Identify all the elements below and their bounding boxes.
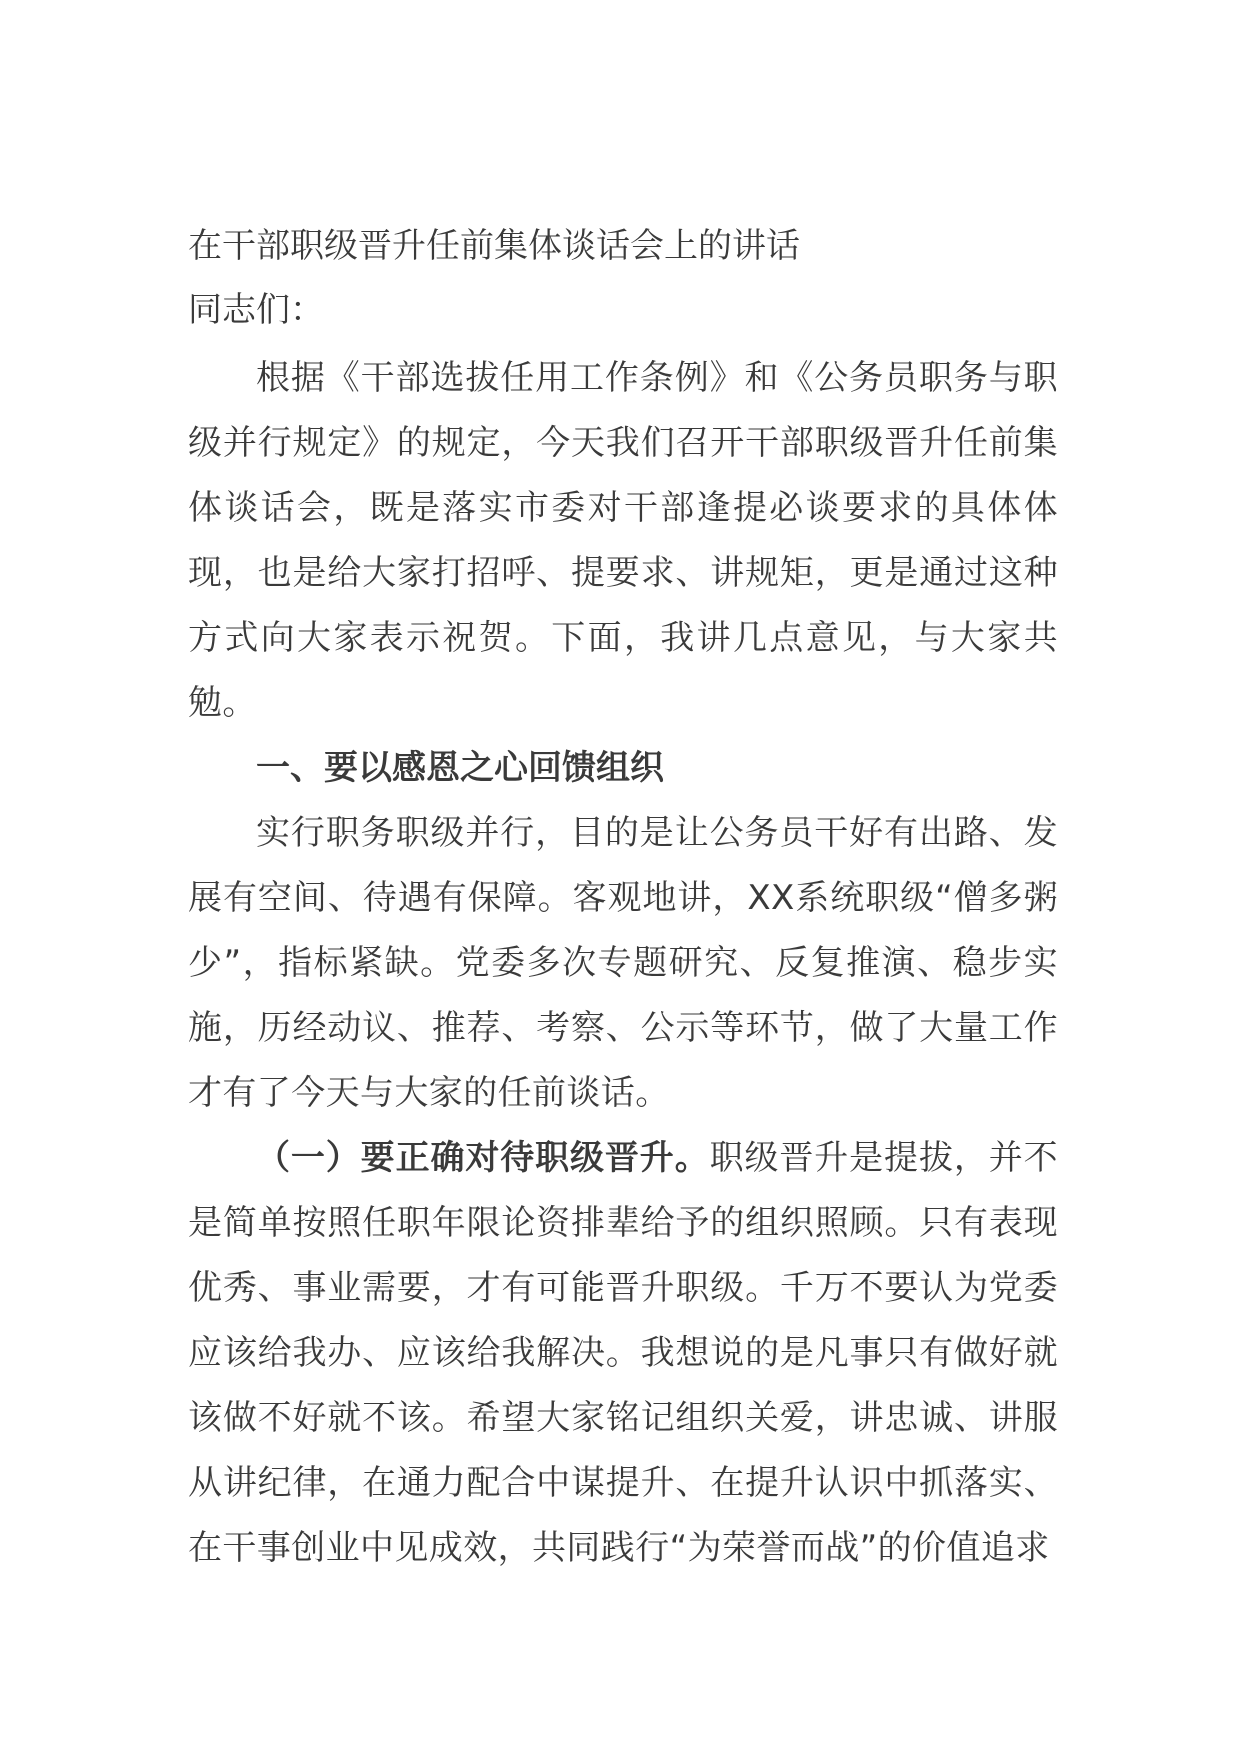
section-1-paragraph: 实行职务职级并行，目的是让公务员干好有出路、发展有空间、待遇有保障。客观地讲，XX系统职级“僧多粥少”，指标紧缺。党委多次专题研究、反复推演、稳步实施，历经动议、推荐、考察、公示等环节，做了大量工作才有了今天与大家的任前谈话。: [188, 813, 1058, 1113]
subsection-1-heading: （一）要正确对待职级晋升。: [256, 1138, 710, 1178]
subsection-1-body: 职级晋升是提拔，并不是简单按照任职年限论资排辈给予的组织照顾。只有表现优秀、事业需要，才有可能晋升职级。千万不要认为党委应该给我办、应该给我解决。我想说的是凡事只有做好就该做不好就不该。希望大家铭记组织关爱，讲忠诚、讲服从讲纪律，在通力配合中谋提升、在提升认识中抓落实、在干事创业中见成效，共同践行“为荣誉而战”的价值追求: [188, 1138, 1059, 1568]
document-page: [188, 218, 1058, 1581]
section-1-heading: 一、要以感恩之心回馈组织: [256, 748, 664, 788]
document-title: 在干部职级晋升任前集体谈话会上的讲话: [188, 226, 800, 266]
subsection-1-paragraph: [188, 1126, 1058, 1581]
intro-paragraph: 根据《干部选拔任用工作条例》和《公务员职务与职级并行规定》的规定，今天我们召开干部职级晋升任前集体谈话会，既是落实市委对干部逢提必谈要求的具体体现，也是给大家打招呼、提要求、讲规矩，更是通过这种方式向大家表示祝贺。下面，我讲几点意见，与大家共勉。: [188, 358, 1058, 723]
salutation: 同志们：: [188, 290, 324, 330]
